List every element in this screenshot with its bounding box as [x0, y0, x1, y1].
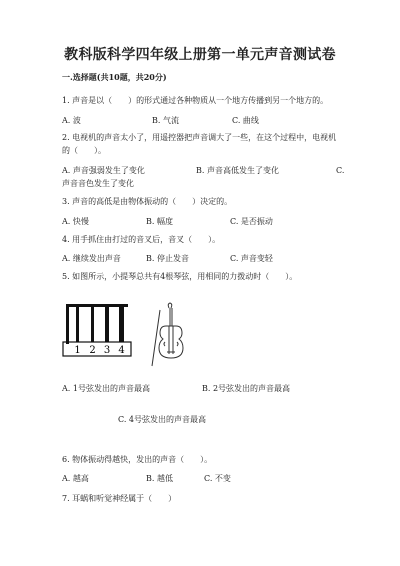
frame-top-bar — [66, 304, 128, 307]
string-label-1: 1 — [74, 345, 81, 356]
q4-option-c: C. 声音变轻 — [230, 254, 273, 263]
violin-body — [159, 326, 183, 358]
q3-option-c: C. 是否振动 — [230, 217, 273, 226]
strings-figure — [60, 302, 138, 362]
q3-option-a: A. 快慢 — [62, 217, 89, 226]
q5-option-b: B. 2号弦发出的声音最高 — [202, 384, 291, 393]
frame-left-post — [66, 304, 69, 344]
question-6: 6. 物体振动得越快，发出的声音（ ）。 — [62, 455, 213, 464]
question-3: 3. 声音的高低是由物体振动的（ ）决定的。 — [62, 197, 233, 206]
q1-option-c: C. 曲线 — [232, 116, 259, 125]
q2-option-b: B. 声音高低发生了变化 — [196, 166, 279, 175]
string-label-4: 4 — [118, 345, 125, 356]
string-4 — [119, 304, 124, 342]
q3-option-b: B. 幅度 — [146, 217, 173, 226]
q2-option-a: A. 声音强弱发生了变化 — [62, 166, 145, 175]
q5-option-a: A. 1号弦发出的声音最高 — [62, 384, 150, 393]
string-3 — [105, 304, 109, 342]
string-1 — [76, 304, 79, 342]
question-5: 5. 如图所示，小提琴总共有4根琴弦，用相同的力拨动时（ ）。 — [62, 272, 298, 281]
q4-option-b: B. 停止发音 — [146, 254, 189, 263]
q6-option-a: A. 越高 — [62, 474, 89, 483]
violin-figure — [148, 302, 184, 368]
q1-option-b: B. 气流 — [152, 116, 179, 125]
question-2-line-2: 的（ ）。 — [62, 146, 106, 155]
q2-option-c: C. — [336, 166, 345, 175]
violin-icon — [148, 302, 184, 368]
page-title: 教科版科学四年级上册第一单元声音测试卷 — [64, 47, 336, 63]
q6-option-c: C. 不变 — [204, 474, 231, 483]
question-4: 4. 用手抓住由打过的音叉后，音叉（ ）。 — [62, 235, 221, 244]
question-2-line-1: 2. 电视机的声音太小了，用遥控器把声音调大了一些，在这个过程中，电视机 — [62, 133, 337, 142]
strings-diagram — [60, 302, 138, 362]
violin-bow — [152, 310, 160, 366]
q6-option-b: B. 越低 — [146, 474, 173, 483]
q4-option-a: A. 继续发出声音 — [62, 254, 121, 263]
q2-option-c-text: 声音音色发生了变化 — [62, 179, 134, 188]
string-label-3: 3 — [103, 345, 111, 356]
q5-option-c: C. 4号弦发出的声音最高 — [118, 415, 207, 424]
string-label-2: 2 — [89, 345, 96, 356]
question-7: 7. 耳蜗和听觉神经属于（ ） — [62, 494, 177, 503]
q1-option-a: A. 波 — [62, 116, 81, 125]
question-1: 1. 声音是以（ ）的形式通过各种物质从一个地方传播到另一个地方的。 — [62, 96, 329, 105]
string-2 — [91, 304, 94, 342]
section-heading: 一.选择题(共10题，共20分) — [62, 72, 167, 82]
